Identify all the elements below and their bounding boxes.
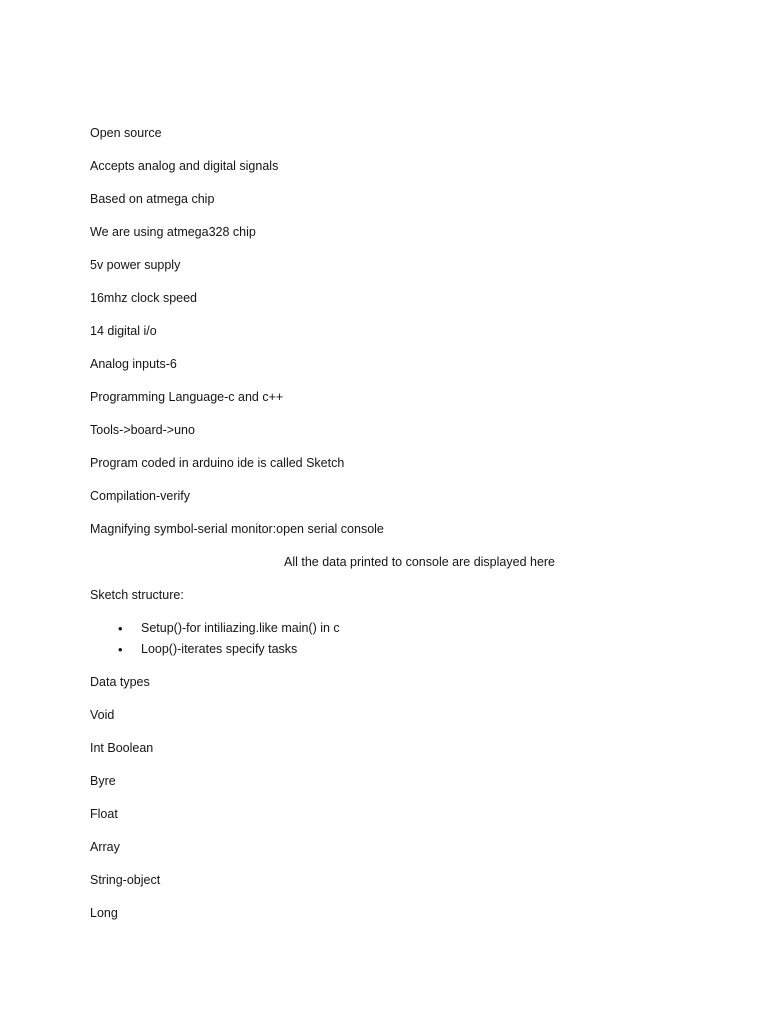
text-line-void: Void: [90, 708, 115, 722]
text-line-power-supply: 5v power supply: [90, 258, 181, 272]
sketch-structure-list: [90, 618, 690, 660]
text-line-analog-inputs: Analog inputs-6: [90, 357, 177, 371]
list-item-setup: [118, 618, 690, 639]
section-heading-sketch-structure: Sketch structure:: [90, 588, 184, 602]
text-line-programming-language: Programming Language-c and c++: [90, 390, 284, 404]
text-line-compilation: Compilation-verify: [90, 489, 191, 503]
document-page: [90, 117, 690, 930]
text-line-serial-monitor: Magnifying symbol-serial monitor:open serial console: [90, 522, 384, 536]
text-line-string-object: String-object: [90, 873, 161, 887]
bullet-icon: •: [118, 621, 123, 636]
list-item-loop-text: Loop()-iterates specify tasks: [141, 642, 298, 656]
text-line-int-boolean: Int Boolean: [90, 741, 154, 755]
text-line-console-note: All the data printed to console are displayed here: [284, 555, 556, 569]
bullet-icon: •: [118, 642, 123, 657]
text-line-long: Long: [90, 906, 118, 920]
list-item-setup-text: Setup()-for intiliazing.like main() in c: [141, 621, 340, 635]
text-line-analog-digital: Accepts analog and digital signals: [90, 159, 279, 173]
text-line-byre: Byre: [90, 774, 116, 788]
text-line-open-source: Open source: [90, 126, 162, 140]
text-line-sketch-definition: Program coded in arduino ide is called Sketch: [90, 456, 345, 470]
text-line-clock-speed: 16mhz clock speed: [90, 291, 198, 305]
text-line-atmega-chip: Based on atmega chip: [90, 192, 215, 206]
text-line-array: Array: [90, 840, 120, 854]
text-line-float: Float: [90, 807, 118, 821]
text-line-tools-board: Tools->board->uno: [90, 423, 195, 437]
list-item-loop: [118, 639, 690, 660]
text-line-digital-io: 14 digital i/o: [90, 324, 157, 338]
section-heading-data-types: Data types: [90, 675, 150, 689]
text-line-atmega328: We are using atmega328 chip: [90, 225, 256, 239]
